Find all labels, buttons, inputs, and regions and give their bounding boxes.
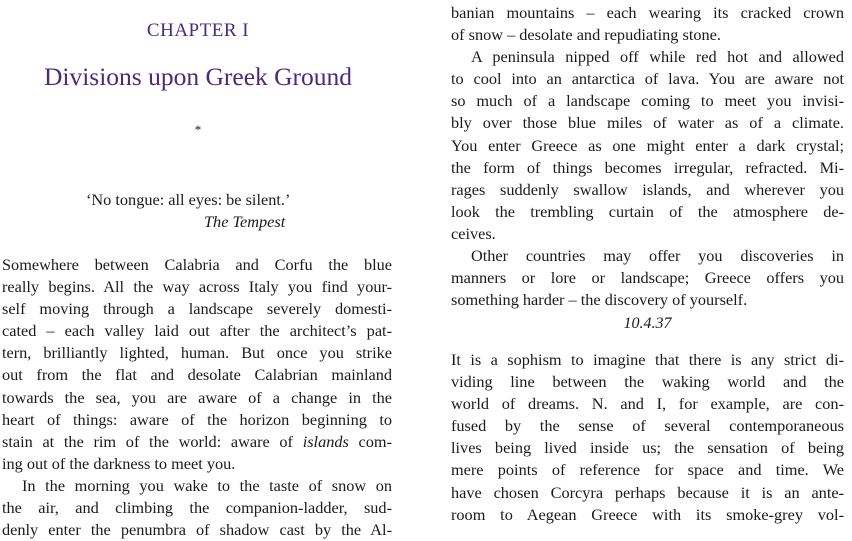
text-line: tern, brilliantly lighted, human. But once you strike <box>2 343 392 363</box>
text-line: room to Aegean Greece with its smoke-grey vol- <box>451 504 844 524</box>
body-text-left <box>2 254 392 541</box>
text-line: Somewhere between Calabria and Corfu the blue <box>2 255 392 274</box>
text-line: world of dreams. N. and I, for example, are con- <box>451 394 844 414</box>
text-line: manners or lore or landscape; Greece offers you <box>451 268 844 288</box>
text-line: A peninsula nipped off while red hot and allowed <box>471 47 844 67</box>
body-text-right-upper <box>451 2 844 311</box>
text-line: out from the flat and desolate Calabrian mainland <box>2 365 392 385</box>
epigraph-source: The Tempest <box>204 212 286 231</box>
text-line-with-emphasis: stain at the rim of the world: aware of islands com- <box>2 431 392 451</box>
text-line: ceives. <box>451 223 496 243</box>
text-line: something harder – the discovery of yourself. <box>451 290 748 310</box>
epigraph-quote: ‘No tongue: all eyes: be silent.’ <box>86 190 291 209</box>
text-line: bly over those blue miles of water as of a climate. <box>451 113 844 133</box>
date-heading: 10.4.37 <box>623 315 672 332</box>
text-line: really begins. All the way across Italy you find your- <box>2 277 392 297</box>
text-line: viding line between the waking world and the <box>451 372 844 392</box>
text-line: fused by the sense of several contemporaneous <box>451 416 844 436</box>
chapter-title: Divisions upon Greek Ground <box>43 62 353 91</box>
text-line: rages suddenly swallow islands, and wherever you <box>451 179 844 199</box>
text-line: towards the sea, you are aware of a change in the <box>2 387 392 407</box>
text-line: the air, and climbing the companion-ladder, sud- <box>2 498 392 518</box>
body-text-right-lower <box>451 349 844 526</box>
text-line: It is a sophism to imagine that there is any strict di- <box>451 350 844 369</box>
text-line: banian mountains – each wearing its cracked crown <box>451 3 844 22</box>
text-line: lives being lived inside us; the sensation of being <box>451 438 844 458</box>
text-line: so much of a landscape coming to meet you invisi- <box>451 91 844 111</box>
text-line: of snow – desolate and repudiating stone. <box>451 25 721 45</box>
text-line: In the morning you wake to the taste of snow on <box>22 475 392 495</box>
text-line: the form of things becomes irregular, refracted. Mi- <box>451 157 844 177</box>
text-line: have chosen Corcyra perhaps because it is an ante- <box>451 482 844 502</box>
text-line: heart of things: aware of the horizon beginning to <box>2 409 392 429</box>
text-line: to cool into an antarctica of lava. You are aware not <box>451 69 844 89</box>
text-line: mere points of reference for space and time. We <box>451 460 844 480</box>
chapter-label: CHAPTER I <box>146 20 250 41</box>
text-line: You enter Greece as one might enter a dark crystal; <box>451 135 844 155</box>
text-line: Other countries may offer you discoveries in <box>471 246 844 266</box>
text-line: cated – each valley laid out after the architect’s pat- <box>2 321 392 341</box>
emphasis-islands: islands <box>302 431 349 451</box>
text-line: ing out of the darkness to meet you. <box>2 453 236 473</box>
text-line: denly enter the penumbra of shadow cast by the Al- <box>2 520 392 540</box>
text-line: self moving through a landscape severely domesti- <box>2 299 392 319</box>
ornament-asterisk: * <box>194 122 202 137</box>
text-line: look the trembling curtain of the atmosphere de- <box>451 201 844 221</box>
